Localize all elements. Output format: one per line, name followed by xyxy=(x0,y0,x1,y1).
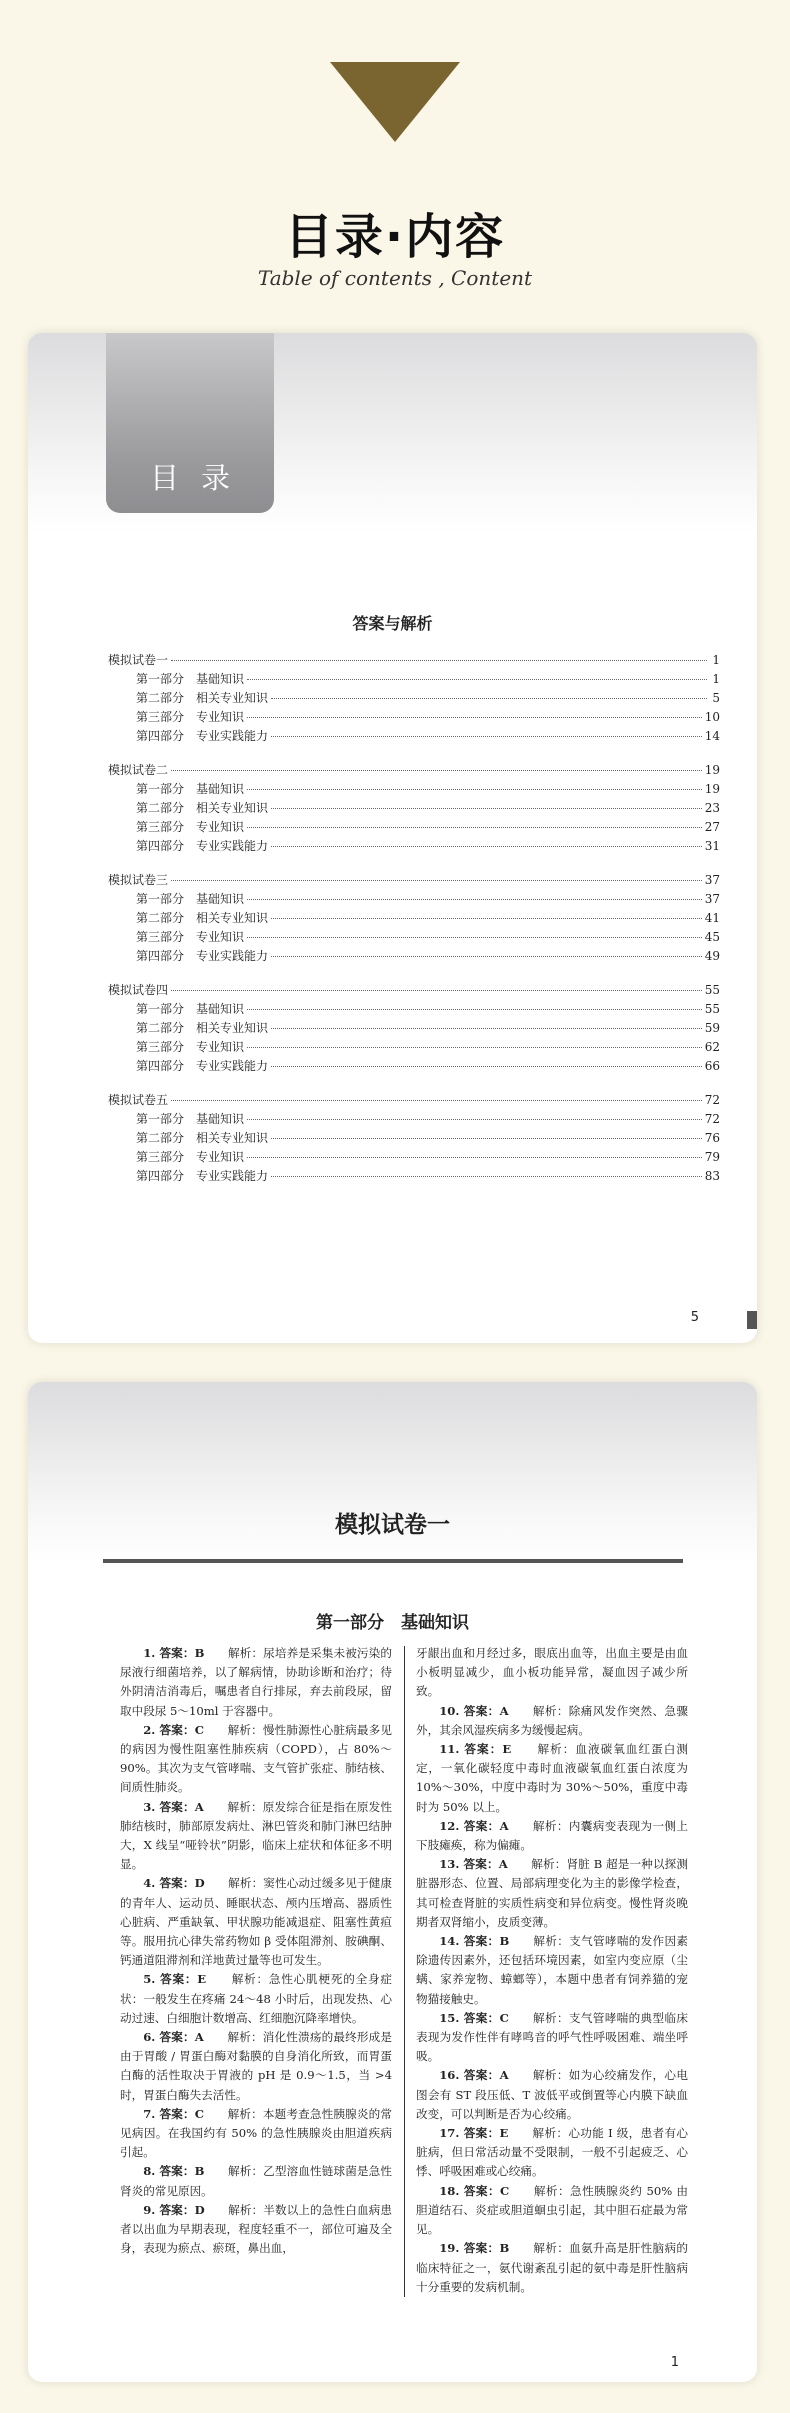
toc-leader-dots xyxy=(271,956,702,957)
toc-tab xyxy=(106,333,274,513)
answer-explanation: 解析：支气管哮喘的典型临床表现为发作性伴有哮鸣音的呼气性呼吸困难、端坐呼吸。 xyxy=(416,2010,688,2064)
toc-entry-label: 第一部分 基础知识 xyxy=(136,1112,245,1126)
toc-entry-label: 模拟试卷一 xyxy=(108,653,169,667)
toc-entry-page: 83 xyxy=(704,1169,720,1183)
page-title: 目录·内容 xyxy=(284,209,506,265)
section-title: 第一部分 基础知识 xyxy=(316,1613,469,1633)
toc-entry[interactable] xyxy=(108,727,720,746)
toc-entry-label: 第一部分 基础知识 xyxy=(136,672,245,686)
answer-key: 18. 答案：C xyxy=(439,2183,510,2198)
toc-entry-label: 模拟试卷二 xyxy=(108,763,169,777)
answer-explanation: 解析：窦性心动过缓多见于健康的青年人、运动员、睡眠状态、颅内压增高、器质性心脏病、严重缺氧、甲状腺功能减退症、阻塞性黄疸等。服用抗心律失常药物如 β 受体阻滞剂、胺碘酮、钙通道阻滞剂和洋地黄过量等也可发生。 xyxy=(120,1876,392,1968)
answer-entry xyxy=(416,2182,688,2240)
toc-entry-page: 59 xyxy=(704,1021,720,1035)
page-edge-marker xyxy=(747,1311,757,1329)
toc-entry[interactable] xyxy=(108,909,720,928)
toc-entry-page: 66 xyxy=(704,1059,720,1073)
answer-entry xyxy=(416,2239,688,2297)
answer-explanation: 解析：血液碳氧血红蛋白测定，一氧化碳轻度中毒时血液碳氧血红蛋白浓度为 10%～30%，中度中毒时为 30%～50%，重度中毒时为 50% 以上。 xyxy=(416,1742,688,1814)
toc-entry-label: 第一部分 基础知识 xyxy=(136,892,245,906)
toc-entry-page: 79 xyxy=(704,1150,720,1164)
toc-entry-page: 14 xyxy=(704,729,720,743)
answer-entry xyxy=(120,1874,392,1970)
toc-entry-label: 第一部分 基础知识 xyxy=(136,1002,245,1016)
answer-explanation: 解析：肾脏 B 超是一种以探测脏器形态、位置、局部病理变化为主的影像学检查，其可检查肾脏的实质性病变和异位病变。慢性肾炎晚期者双肾缩小，皮质变薄。 xyxy=(416,1857,688,1929)
exam-title: 模拟试卷一 xyxy=(335,1512,450,1538)
toc-entry-page: 31 xyxy=(704,839,720,853)
toc-entry-label: 第四部分 专业实践能力 xyxy=(136,1059,269,1073)
toc-entry-page: 10 xyxy=(704,710,720,724)
answer-key: 11. 答案：E xyxy=(439,1742,512,1757)
toc-group-title[interactable] xyxy=(108,871,720,890)
answer-entry xyxy=(120,2162,392,2200)
answer-key: 14. 答案：B xyxy=(439,1934,510,1949)
answer-entry xyxy=(416,1740,688,1817)
toc-entry-label: 第一部分 基础知识 xyxy=(136,782,245,796)
toc-leader-dots xyxy=(171,990,702,991)
answer-entry xyxy=(120,2105,392,2163)
toc-leader-dots xyxy=(247,1009,702,1010)
decorative-triangle xyxy=(330,62,460,142)
toc-group xyxy=(108,871,720,966)
toc-entry[interactable] xyxy=(108,708,720,727)
answer-key: 12. 答案：A xyxy=(439,1818,509,1833)
answer-entry xyxy=(416,1932,688,2009)
answer-explanation: 解析：急性胰腺炎约 50% 由胆道结石、炎症或胆道蛔虫引起，其中胆石症最为常见。 xyxy=(416,2183,689,2237)
answer-entry xyxy=(120,1970,392,2028)
answer-key: 2. 答案：C xyxy=(143,1722,204,1737)
toc-entry[interactable] xyxy=(108,1148,720,1167)
answer-entry xyxy=(120,2028,392,2105)
toc-entry[interactable] xyxy=(108,837,720,856)
answer-explanation: 解析：原发综合征是指在原发性肺结核时，肺部原发病灶、淋巴管炎和肺门淋巴结肿大，X 线呈“哑铃状”阴影，临床上症状和体征多不明显。 xyxy=(120,1799,392,1872)
answer-entry xyxy=(416,1817,688,1855)
toc-entry[interactable] xyxy=(108,1110,720,1129)
answer-entry xyxy=(416,1644,688,1702)
toc-entry-label: 第二部分 相关专业知识 xyxy=(136,911,269,925)
toc-entry-page: 72 xyxy=(704,1093,720,1107)
answer-key: 4. 答案：D xyxy=(143,1876,205,1891)
answer-key: 10. 答案：A xyxy=(439,1703,509,1718)
answer-explanation: 解析：支气管哮喘的发作因素除遗传因素外，还包括环境因素，如室内变应原（尘螨、家养宠物、蟑螂等），本题中患者有饲养猫的宠物猫接触史。 xyxy=(416,1934,688,2006)
toc-entry[interactable] xyxy=(108,780,720,799)
toc-entry-label: 第二部分 相关专业知识 xyxy=(136,1021,269,1035)
toc-entry[interactable] xyxy=(108,670,720,689)
toc-page-number: 5 xyxy=(690,1310,699,1325)
toc-entry[interactable] xyxy=(108,1038,720,1057)
toc-entry-page: 19 xyxy=(704,782,720,796)
toc-group-title[interactable] xyxy=(108,981,720,1000)
answer-explanation: 解析：血氨升高是肝性脑病的临床特征之一，氨代谢紊乱引起的氨中毒是肝性脑病十分重要的发病机制。 xyxy=(416,2241,688,2294)
answer-key: 16. 答案：A xyxy=(439,2068,509,2083)
toc-leader-dots xyxy=(171,880,702,881)
toc-entry-label: 第四部分 专业实践能力 xyxy=(136,839,269,853)
toc-group xyxy=(108,761,720,856)
toc-entry[interactable] xyxy=(108,1057,720,1076)
toc-leader-dots xyxy=(271,1176,702,1177)
toc-entry-label: 第三部分 专业知识 xyxy=(136,1040,245,1054)
answer-column-left xyxy=(120,1644,392,2297)
toc-leader-dots xyxy=(271,846,702,847)
toc-entry-page: 62 xyxy=(704,1040,720,1054)
toc-entry-page: 37 xyxy=(704,892,720,906)
answer-explanation: 解析：本题考查急性胰腺炎的常见病因。在我国约有 50% 的急性胰腺炎由胆道疾病引起。 xyxy=(120,2106,392,2160)
toc-entry[interactable] xyxy=(108,947,720,966)
answer-explanation: 解析：乙型溶血性链球菌是急性肾炎的常见原因。 xyxy=(120,2164,392,2198)
toc-tab-label: 目录 xyxy=(149,461,252,495)
answer-key: 15. 答案：C xyxy=(439,2010,509,2025)
answer-explanation: 解析：慢性肺源性心脏病最多见的病因为慢性阻塞性肺疾病（COPD），占 80%～90%。其次为支气管哮喘、支气管扩张症、肺结核、间质性肺炎。 xyxy=(120,1722,392,1795)
toc-group xyxy=(108,1091,720,1186)
toc-entry-label: 模拟试卷五 xyxy=(108,1093,169,1107)
toc-entry-page: 23 xyxy=(704,801,720,815)
toc-entry-page: 41 xyxy=(704,911,720,925)
toc-group-title[interactable] xyxy=(108,651,720,670)
answer-explanation: 解析：消化性溃疡的最终形成是由于胃酸 / 胃蛋白酶对黏膜的自身消化所致，而胃蛋白酶的活性取决于胃液的 pH 是 0.9～1.5，当 >4 时，胃蛋白酶失去活性。 xyxy=(120,2030,392,2102)
toc-group-title[interactable] xyxy=(108,761,720,780)
toc-leader-dots xyxy=(247,1157,702,1158)
toc-leader-dots xyxy=(247,827,702,828)
answer-key: 17. 答案：E xyxy=(439,2126,509,2141)
toc-entry[interactable] xyxy=(108,1019,720,1038)
toc-entry[interactable] xyxy=(108,1000,720,1019)
toc-group xyxy=(108,651,720,746)
toc-leader-dots xyxy=(271,1138,702,1139)
toc-entry-label: 第二部分 相关专业知识 xyxy=(136,801,269,815)
answer-explanation: 牙龈出血和月经过多，眼底出血等，出血主要是由血小板明显减少，血小板功能异常，凝血因子减少所致。 xyxy=(416,1646,688,1699)
toc-entry-page: 55 xyxy=(704,1002,720,1016)
answer-key: 19. 答案：B xyxy=(439,2241,510,2256)
toc-group xyxy=(108,981,720,1076)
toc-entry-page: 19 xyxy=(704,763,720,777)
toc-entry[interactable] xyxy=(108,1129,720,1148)
toc-entry-label: 第二部分 相关专业知识 xyxy=(136,691,269,705)
answer-entry xyxy=(120,1721,392,1798)
answer-entry xyxy=(416,2124,688,2182)
answer-entry xyxy=(416,1702,688,1740)
answer-entry xyxy=(416,2066,688,2124)
toc-entry[interactable] xyxy=(108,1167,720,1186)
toc-leader-dots xyxy=(271,808,702,809)
toc-entry-page: 55 xyxy=(704,983,720,997)
toc-entry-page: 1 xyxy=(712,653,720,667)
toc-entry-label: 第四部分 专业实践能力 xyxy=(136,949,269,963)
exam-card xyxy=(28,1382,757,2382)
toc-entry-label: 模拟试卷三 xyxy=(108,873,169,887)
answer-explanation: 解析：尿培养是采集未被污染的尿液行细菌培养，以了解病情，协助诊断和治疗；待外阴清洁消毒后，嘱患者自行排尿，弃去前段尿，留取中段尿 5～10ml 于容器中。 xyxy=(120,1646,392,1718)
toc-entry[interactable] xyxy=(108,928,720,947)
toc-entry-label: 模拟试卷四 xyxy=(108,983,169,997)
toc-card xyxy=(28,333,757,1343)
toc-leader-dots xyxy=(271,698,707,699)
exam-title-rule xyxy=(103,1559,683,1563)
toc-entry-page: 76 xyxy=(704,1131,720,1145)
answer-key: 7. 答案：C xyxy=(143,2106,204,2121)
toc-entry-label: 第三部分 专业知识 xyxy=(136,1150,245,1164)
toc-leader-dots xyxy=(247,1119,702,1120)
toc-entry-page: 27 xyxy=(704,820,720,834)
toc-entry-page: 72 xyxy=(704,1112,720,1126)
column-divider xyxy=(404,1646,405,2297)
toc-group-title[interactable] xyxy=(108,1091,720,1110)
exam-page-number: 1 xyxy=(670,2355,679,2370)
toc-entry[interactable] xyxy=(108,890,720,909)
answer-explanation: 解析：半数以上的急性白血病患者以出血为早期表现，程度轻重不一，部位可遍及全身，表现为瘀点、瘀斑，鼻出血， xyxy=(120,2202,392,2256)
toc-entry-page: 5 xyxy=(712,691,720,705)
answer-entry xyxy=(416,1855,688,1932)
answer-key: 5. 答案：E xyxy=(143,1972,207,1987)
answer-entry xyxy=(120,2201,392,2259)
answer-columns xyxy=(120,1644,688,2297)
answer-column-right xyxy=(416,1644,688,2297)
toc-entry[interactable] xyxy=(108,689,720,708)
toc-leader-dots xyxy=(247,679,707,680)
toc-leader-dots xyxy=(271,1028,702,1029)
answer-key: 3. 答案：A xyxy=(143,1799,204,1814)
toc-leader-dots xyxy=(171,660,707,661)
answer-key: 9. 答案：D xyxy=(143,2202,205,2217)
toc-entry-label: 第三部分 专业知识 xyxy=(136,710,245,724)
toc-leader-dots xyxy=(247,789,702,790)
toc-leader-dots xyxy=(247,937,702,938)
toc-leader-dots xyxy=(271,918,702,919)
toc-entry-label: 第四部分 专业实践能力 xyxy=(136,729,269,743)
answer-explanation: 解析：心功能 I 级，患者有心脏病，但日常活动量不受限制，一般不引起疲乏、心悸、呼吸困难或心绞痛。 xyxy=(416,2126,688,2179)
answer-explanation: 解析：急性心肌梗死的全身症状：一般发生在疼痛 24～48 小时后，出现发热、心动过速、白细胞计数增高、红细胞沉降率增快。 xyxy=(120,1972,392,2025)
toc-entry[interactable] xyxy=(108,799,720,818)
answer-key: 6. 答案：A xyxy=(143,2030,204,2045)
answer-entry xyxy=(416,2009,688,2067)
toc-entry-page: 1 xyxy=(712,672,720,686)
toc-list xyxy=(108,651,720,1201)
answer-key: 13. 答案：A xyxy=(439,1857,508,1872)
toc-entry-label: 第三部分 专业知识 xyxy=(136,930,245,944)
toc-leader-dots xyxy=(171,1100,702,1101)
toc-heading: 答案与解析 xyxy=(352,614,433,633)
toc-leader-dots xyxy=(271,736,702,737)
toc-entry-label: 第四部分 专业实践能力 xyxy=(136,1169,269,1183)
page-subtitle: Table of contents , Content xyxy=(257,266,533,290)
toc-entry-label: 第三部分 专业知识 xyxy=(136,820,245,834)
toc-leader-dots xyxy=(271,1066,702,1067)
toc-entry[interactable] xyxy=(108,818,720,837)
answer-explanation: 解析：内囊病变表现为一侧上下肢瘫痪，称为偏瘫。 xyxy=(416,1818,688,1853)
toc-entry-page: 45 xyxy=(704,930,720,944)
answer-key: 8. 答案：B xyxy=(143,2164,205,2179)
answer-explanation: 解析：如为心绞痛发作，心电图会有 ST 段压低、T 波低平或倒置等心内膜下缺血改变，可以判断是否为心绞痛。 xyxy=(416,2068,688,2121)
toc-entry-label: 第二部分 相关专业知识 xyxy=(136,1131,269,1145)
toc-leader-dots xyxy=(247,717,702,718)
toc-entry-page: 49 xyxy=(704,949,720,963)
toc-entry-page: 37 xyxy=(704,873,720,887)
answer-entry xyxy=(120,1798,392,1875)
answer-entry xyxy=(120,1644,392,1721)
answer-key: 1. 答案：B xyxy=(143,1646,205,1660)
answer-explanation: 解析：除痛风发作突然、急骤外，其余风湿疾病多为缓慢起病。 xyxy=(416,1703,688,1737)
toc-leader-dots xyxy=(247,899,702,900)
toc-leader-dots xyxy=(171,770,702,771)
toc-leader-dots xyxy=(247,1047,702,1048)
